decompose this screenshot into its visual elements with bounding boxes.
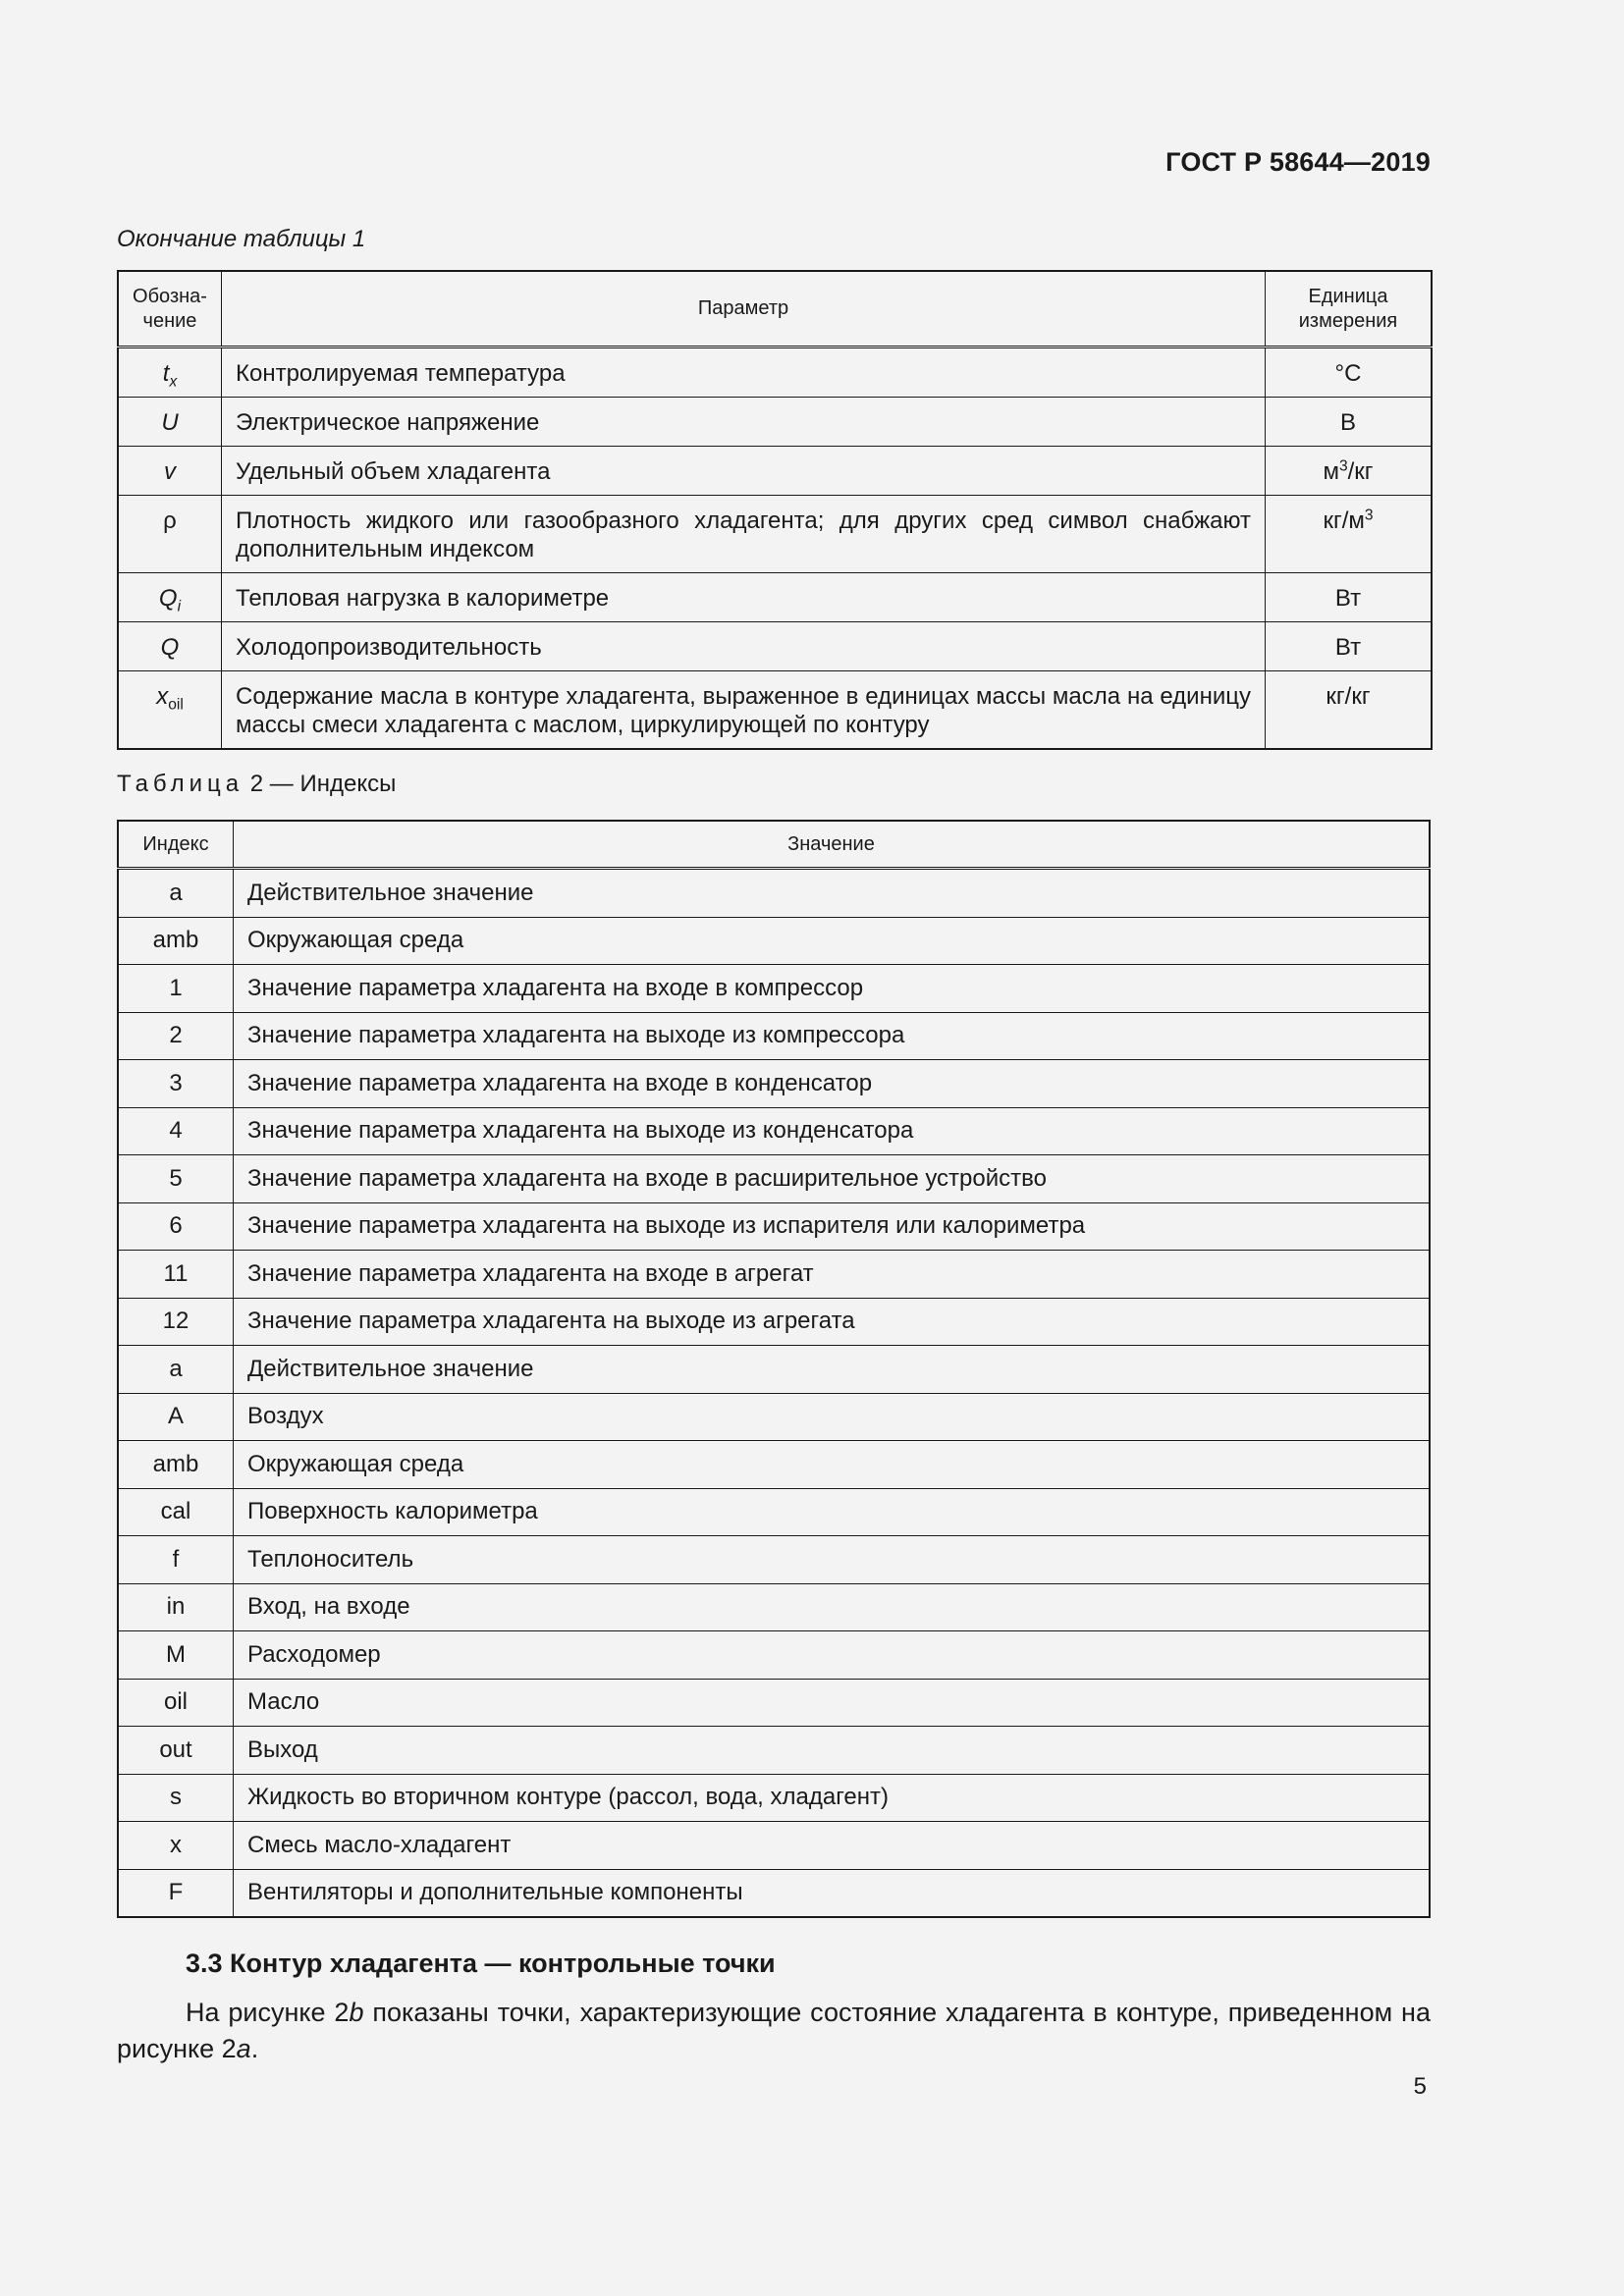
column-header-parameter: Параметр	[222, 271, 1266, 347]
symbol-subscript: oil	[168, 696, 184, 714]
index-cell: a	[118, 869, 234, 918]
column-header-symbol	[118, 271, 222, 347]
value-cell: Вход, на входе	[234, 1583, 1431, 1631]
table1-caption: Окончание таблицы 1	[117, 226, 366, 252]
value-cell: Окружающая среда	[234, 917, 1431, 965]
value-cell: Значение параметра хладагента на входе в компрессор	[234, 965, 1431, 1013]
column-header-value: Значение	[234, 821, 1431, 869]
table-row	[118, 917, 1430, 965]
table2-caption-word: Таблица	[117, 771, 244, 797]
table-row	[118, 1346, 1430, 1394]
symbol-subscript: i	[177, 598, 182, 615]
unit-cell: кг/кг	[1266, 671, 1433, 750]
section-heading: 3.3 Контур хладагента — контрольные точки	[186, 1949, 776, 1978]
index-cell: a	[118, 1346, 234, 1394]
index-cell: in	[118, 1583, 234, 1631]
table-row	[118, 1202, 1430, 1251]
table-row	[118, 1298, 1430, 1346]
indexes-table-body	[118, 869, 1430, 1918]
value-cell: Значение параметра хладагента на входе в расширительное устройство	[234, 1155, 1431, 1203]
table2-caption-title: 2 — Индексы	[249, 771, 397, 797]
parameter-cell: Контролируемая температура	[222, 347, 1266, 398]
header-text: измерения	[1298, 309, 1398, 332]
paragraph-text: показаны точки, характеризующие состояние хладагента в контуре, приведенном на рисунке 2	[117, 1998, 1431, 2063]
table-row	[118, 671, 1432, 750]
symbol-cell	[118, 573, 222, 622]
symbol-cell	[118, 671, 222, 750]
value-cell: Значение параметра хладагента на выходе из компрессора	[234, 1012, 1431, 1060]
table-row	[118, 1631, 1430, 1680]
unit-text: кг/м	[1323, 507, 1365, 534]
header-text: Обозна-	[133, 285, 207, 307]
table-row	[118, 398, 1432, 447]
value-cell: Значение параметра хладагента на выходе из агрегата	[234, 1298, 1431, 1346]
paragraph-text: На рисунке 2	[186, 1998, 350, 2027]
parameter-cell: Содержание масла в контуре хладагента, выраженное в единицах массы масла на единицу массы смеси хладагента с маслом, циркулирующей по контуру	[222, 671, 1266, 750]
value-cell: Значение параметра хладагента на входе в агрегат	[234, 1251, 1431, 1299]
index-cell: oil	[118, 1679, 234, 1727]
symbol-subscript: x	[169, 373, 178, 391]
unit-superscript: 3	[1338, 457, 1348, 475]
parameter-cell: Холодопроизводительность	[222, 622, 1266, 671]
index-cell: 3	[118, 1060, 234, 1108]
table-row	[118, 1727, 1430, 1775]
index-cell: 6	[118, 1202, 234, 1251]
table-header-row	[118, 821, 1430, 869]
index-cell: F	[118, 1869, 234, 1917]
value-cell: Значение параметра хладагента на выходе из конденсатора	[234, 1107, 1431, 1155]
header-text: чение	[142, 309, 197, 332]
symbol-cell	[118, 347, 222, 398]
table-row	[118, 573, 1432, 622]
table-row	[118, 1012, 1430, 1060]
column-header-unit	[1266, 271, 1433, 347]
value-cell: Теплоноситель	[234, 1536, 1431, 1584]
body-paragraph	[117, 1995, 1431, 2067]
table-row	[118, 1107, 1430, 1155]
paragraph-text: .	[250, 2034, 259, 2063]
symbol-text: t	[162, 360, 170, 387]
parameter-cell: Электрическое напряжение	[222, 398, 1266, 447]
index-cell: amb	[118, 917, 234, 965]
index-cell: 1	[118, 965, 234, 1013]
table2-caption	[117, 771, 396, 798]
value-cell: Поверхность калориметра	[234, 1488, 1431, 1536]
unit-cell: °C	[1266, 347, 1433, 398]
table-row	[118, 1155, 1430, 1203]
unit-superscript: 3	[1364, 507, 1374, 524]
unit-tail: /кг	[1347, 458, 1374, 485]
index-cell: 2	[118, 1012, 234, 1060]
table-row	[118, 869, 1430, 918]
figure-ref-letter: а	[236, 2034, 251, 2063]
unit-cell: В	[1266, 398, 1433, 447]
value-cell: Значение параметра хладагента на входе в конденсатор	[234, 1060, 1431, 1108]
symbol-cell: Q	[118, 622, 222, 671]
index-cell: M	[118, 1631, 234, 1680]
table-row	[118, 622, 1432, 671]
unit-cell: Вт	[1266, 573, 1433, 622]
table-row	[118, 347, 1432, 398]
index-cell: cal	[118, 1488, 234, 1536]
table-row	[118, 1679, 1430, 1727]
symbol-cell: v	[118, 447, 222, 496]
value-cell: Воздух	[234, 1393, 1431, 1441]
index-cell: s	[118, 1774, 234, 1822]
figure-ref-letter: b	[349, 1998, 364, 2027]
document-code: ГОСТ Р 58644—2019	[1165, 147, 1431, 177]
table-row	[118, 1774, 1430, 1822]
symbols-table	[117, 270, 1433, 750]
value-cell: Действительное значение	[234, 869, 1431, 918]
table-row	[118, 1488, 1430, 1536]
value-cell: Масло	[234, 1679, 1431, 1727]
value-cell: Жидкость во вторичном контуре (рассол, вода, хладагент)	[234, 1774, 1431, 1822]
table-row	[118, 447, 1432, 496]
unit-cell: Вт	[1266, 622, 1433, 671]
header-text: Единица	[1308, 285, 1388, 307]
parameter-cell: Удельный объем хладагента	[222, 447, 1266, 496]
unit-cell	[1266, 496, 1433, 573]
symbol-cell: U	[118, 398, 222, 447]
symbol-text: x	[156, 683, 169, 710]
index-cell: 5	[118, 1155, 234, 1203]
table-row	[118, 965, 1430, 1013]
index-cell: A	[118, 1393, 234, 1441]
index-cell: 4	[118, 1107, 234, 1155]
value-cell: Действительное значение	[234, 1346, 1431, 1394]
table-row	[118, 1441, 1430, 1489]
value-cell: Вентиляторы и дополнительные компоненты	[234, 1869, 1431, 1917]
table-row	[118, 1822, 1430, 1870]
unit-text: м	[1323, 458, 1339, 485]
table-row	[118, 1583, 1430, 1631]
parameter-cell: Плотность жидкого или газообразного хладагента; для других сред символ снабжают дополнительным индексом	[222, 496, 1266, 573]
unit-cell	[1266, 447, 1433, 496]
table-row	[118, 1251, 1430, 1299]
value-cell: Значение параметра хладагента на выходе из испарителя или калориметра	[234, 1202, 1431, 1251]
symbol-cell: ρ	[118, 496, 222, 573]
value-cell: Смесь масло-хладагент	[234, 1822, 1431, 1870]
value-cell: Выход	[234, 1727, 1431, 1775]
index-cell: 11	[118, 1251, 234, 1299]
table-header-row	[118, 271, 1432, 347]
index-cell: 12	[118, 1298, 234, 1346]
index-cell: x	[118, 1822, 234, 1870]
page-number: 5	[1413, 2073, 1427, 2100]
value-cell: Расходомер	[234, 1631, 1431, 1680]
index-cell: amb	[118, 1441, 234, 1489]
value-cell: Окружающая среда	[234, 1441, 1431, 1489]
table-row	[118, 1060, 1430, 1108]
column-header-index: Индекс	[118, 821, 234, 869]
table-row	[118, 1393, 1430, 1441]
index-cell: f	[118, 1536, 234, 1584]
table-row	[118, 1869, 1430, 1917]
table-row	[118, 496, 1432, 573]
index-cell: out	[118, 1727, 234, 1775]
parameter-cell: Тепловая нагрузка в калориметре	[222, 573, 1266, 622]
symbol-text: Q	[158, 585, 178, 612]
table-row	[118, 1536, 1430, 1584]
indexes-table	[117, 820, 1431, 1918]
